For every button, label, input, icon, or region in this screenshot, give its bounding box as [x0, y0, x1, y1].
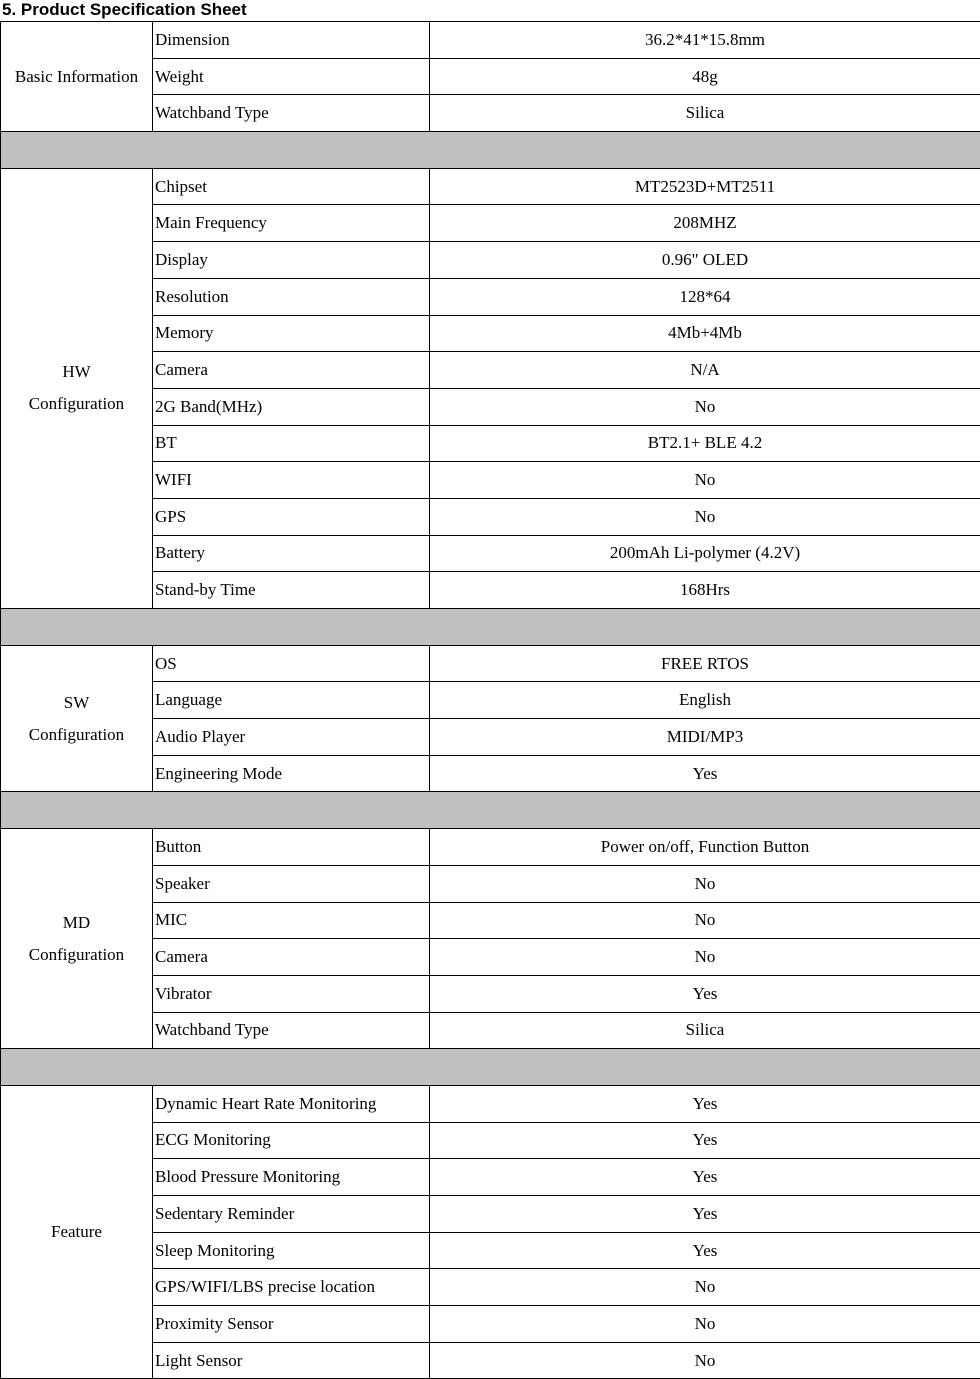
category-label: Configuration [2, 719, 151, 751]
value-cell: 36.2*41*15.8mm [430, 22, 980, 59]
property-cell: MIC [153, 902, 430, 939]
section-separator [1, 1049, 980, 1086]
value-cell: No [430, 462, 980, 499]
value-cell: No [430, 1269, 980, 1306]
value-cell: No [430, 902, 980, 939]
property-cell: OS [153, 645, 430, 682]
value-cell: 0.96" OLED [430, 242, 980, 279]
category-label: Basic Information [2, 61, 151, 93]
table-row [1, 645, 980, 682]
property-cell: Memory [153, 315, 430, 352]
section-separator [1, 609, 980, 646]
value-cell: BT2.1+ BLE 4.2 [430, 425, 980, 462]
value-cell: English [430, 682, 980, 719]
category-label: MD [2, 907, 151, 939]
category-cell [1, 22, 153, 132]
category-label: Feature [2, 1216, 151, 1248]
property-cell: BT [153, 425, 430, 462]
value-cell: No [430, 939, 980, 976]
value-cell: FREE RTOS [430, 645, 980, 682]
value-cell: Yes [430, 1085, 980, 1122]
page-title: 5. Product Specification Sheet [2, 0, 247, 20]
value-cell: Yes [430, 975, 980, 1012]
property-cell: Dynamic Heart Rate Monitoring [153, 1085, 430, 1122]
property-cell: WIFI [153, 462, 430, 499]
value-cell: No [430, 388, 980, 425]
category-cell [1, 1085, 153, 1379]
value-cell: 200mAh Li-polymer (4.2V) [430, 535, 980, 572]
category-cell [1, 645, 153, 792]
property-cell: Watchband Type [153, 1012, 430, 1049]
table-row [1, 829, 980, 866]
property-cell: GPS/WIFI/LBS precise location [153, 1269, 430, 1306]
property-cell: Battery [153, 535, 430, 572]
separator-cell [1, 1049, 980, 1086]
property-cell: Blood Pressure Monitoring [153, 1159, 430, 1196]
table-row [1, 22, 980, 59]
section-separator [1, 792, 980, 829]
section-separator [1, 132, 980, 169]
property-cell: Light Sensor [153, 1342, 430, 1379]
table-row [1, 168, 980, 205]
property-cell: Button [153, 829, 430, 866]
value-cell: Yes [430, 1196, 980, 1233]
property-cell: Camera [153, 939, 430, 976]
value-cell: MIDI/MP3 [430, 719, 980, 756]
spec-table-body [1, 22, 980, 1379]
property-cell: Language [153, 682, 430, 719]
value-cell: Yes [430, 755, 980, 792]
property-cell: Speaker [153, 865, 430, 902]
value-cell: 4Mb+4Mb [430, 315, 980, 352]
category-label: SW [2, 687, 151, 719]
value-cell: MT2523D+MT2511 [430, 168, 980, 205]
value-cell: No [430, 865, 980, 902]
spec-table [0, 21, 980, 1379]
value-cell: 168Hrs [430, 572, 980, 609]
property-cell: Vibrator [153, 975, 430, 1012]
property-cell: Dimension [153, 22, 430, 59]
category-cell [1, 829, 153, 1049]
table-row [1, 1085, 980, 1122]
property-cell: Sleep Monitoring [153, 1232, 430, 1269]
category-cell [1, 168, 153, 608]
category-label: Configuration [2, 388, 151, 420]
category-label: Configuration [2, 939, 151, 971]
separator-cell [1, 792, 980, 829]
value-cell: Silica [430, 1012, 980, 1049]
separator-cell [1, 132, 980, 169]
property-cell: Resolution [153, 278, 430, 315]
value-cell: 208MHZ [430, 205, 980, 242]
property-cell: Weight [153, 58, 430, 95]
value-cell: Yes [430, 1159, 980, 1196]
value-cell: No [430, 498, 980, 535]
property-cell: Main Frequency [153, 205, 430, 242]
value-cell: Yes [430, 1232, 980, 1269]
property-cell: Display [153, 242, 430, 279]
value-cell: Yes [430, 1122, 980, 1159]
value-cell: Power on/off, Function Button [430, 829, 980, 866]
value-cell: N/A [430, 352, 980, 389]
separator-cell [1, 609, 980, 646]
property-cell: Audio Player [153, 719, 430, 756]
property-cell: Proximity Sensor [153, 1306, 430, 1343]
value-cell: 48g [430, 58, 980, 95]
property-cell: Camera [153, 352, 430, 389]
value-cell: Silica [430, 95, 980, 132]
category-label: HW [2, 356, 151, 388]
property-cell: Stand-by Time [153, 572, 430, 609]
property-cell: Engineering Mode [153, 755, 430, 792]
property-cell: ECG Monitoring [153, 1122, 430, 1159]
property-cell: Sedentary Reminder [153, 1196, 430, 1233]
value-cell: No [430, 1342, 980, 1379]
property-cell: Watchband Type [153, 95, 430, 132]
value-cell: 128*64 [430, 278, 980, 315]
property-cell: 2G Band(MHz) [153, 388, 430, 425]
value-cell: No [430, 1306, 980, 1343]
property-cell: GPS [153, 498, 430, 535]
property-cell: Chipset [153, 168, 430, 205]
